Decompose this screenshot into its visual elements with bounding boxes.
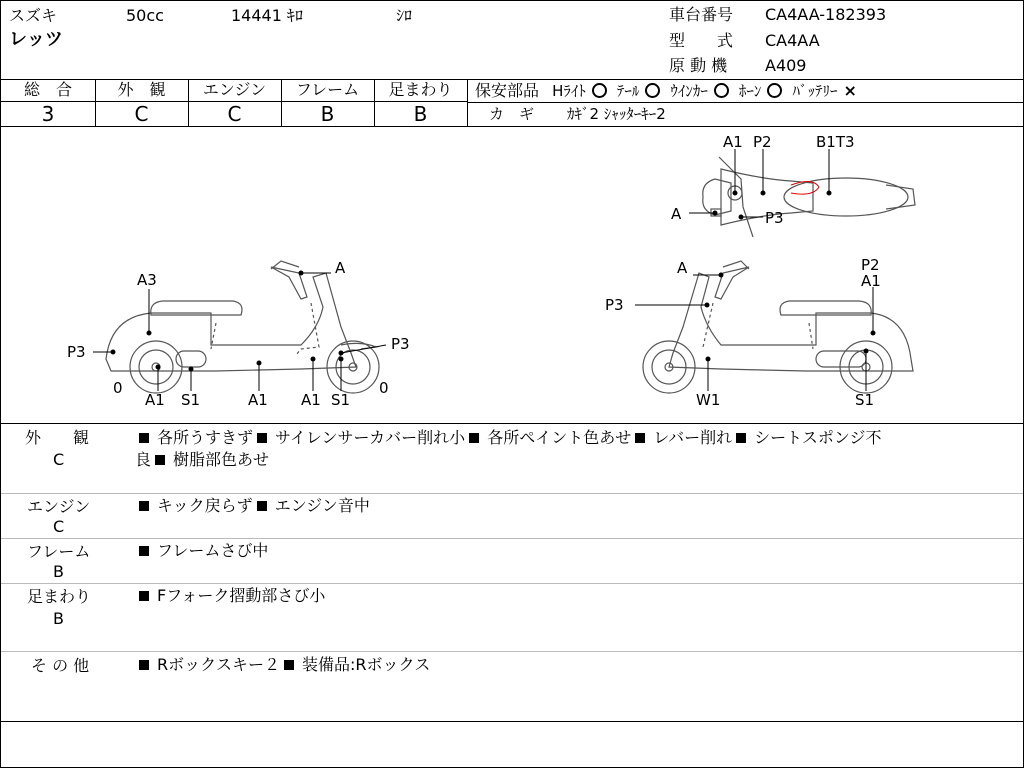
divider	[1, 538, 1023, 539]
diagram-label: P3	[765, 209, 784, 227]
divider	[467, 102, 1023, 103]
bullet-icon	[736, 433, 746, 443]
diagram-label: P2	[861, 256, 880, 274]
diagram-label: P3	[67, 343, 86, 361]
tail-label: ﾃｰﾙ	[616, 82, 640, 100]
keys-value: ｶｷﾞ2 ｼｬｯﾀｰｷｰ2	[567, 105, 666, 123]
engine-value: A409	[765, 56, 807, 75]
type-label: 型 式	[669, 31, 734, 50]
diagram-label: S1	[331, 391, 351, 409]
diagram-label: 0	[379, 379, 389, 397]
divider	[467, 79, 468, 126]
exterior-grade: C	[134, 102, 149, 126]
color: ｼﾛ	[396, 6, 413, 25]
notes-engine-text	[135, 495, 370, 517]
note-item: 良	[135, 450, 152, 469]
diagram-label: P3	[391, 335, 410, 353]
divider	[1, 721, 1023, 722]
ok-circle-icon	[767, 83, 782, 98]
note-item: 各所ペイント色あせ	[487, 428, 632, 447]
overall-label: 総 合	[23, 80, 72, 99]
notes-frame-text	[135, 540, 268, 562]
engine-grade: C	[227, 102, 242, 126]
type-value: CA4AA	[765, 31, 820, 50]
diagram-label: A	[671, 205, 682, 223]
vin-label: 車台番号	[669, 5, 734, 24]
bullet-icon	[257, 501, 267, 511]
divider	[1, 583, 1023, 584]
bullet-icon	[469, 433, 479, 443]
exterior-label: 外 観	[117, 80, 166, 99]
divider	[1, 423, 1023, 424]
notes-exterior-grade: C	[53, 450, 65, 469]
note-item: 樹脂部色あせ	[173, 450, 270, 469]
suspension-label: 足まわり	[388, 80, 453, 99]
bullet-icon	[284, 660, 294, 670]
diagram-label: W1	[696, 391, 721, 409]
diagram-label: A1	[248, 391, 268, 409]
key-label: カ ギ	[489, 105, 535, 123]
notes-engine-grade: C	[53, 517, 65, 536]
note-item: 各所うすきず	[157, 428, 254, 447]
diagram-label: A1	[861, 272, 881, 290]
divider	[1, 493, 1023, 494]
note-item: エンジン音中	[274, 496, 370, 515]
note-item: 装備品:Rボックス	[301, 655, 431, 674]
diagram-label: P3	[605, 296, 624, 314]
divider	[1, 651, 1023, 652]
bullet-icon	[635, 433, 645, 443]
notes-exterior-label: 外 観	[25, 428, 90, 447]
frame-label: フレーム	[295, 80, 360, 99]
overall-grade: 3	[41, 102, 55, 126]
bullet-icon	[257, 433, 267, 443]
note-item: Rボックスキー２	[157, 655, 280, 674]
notes-other-text	[135, 654, 430, 676]
engine-grade-label: エンジン	[202, 80, 267, 99]
note-item: シートスポンジ不	[754, 428, 882, 447]
diagram-label: A1	[301, 391, 321, 409]
vin-value: CA4AA-182393	[765, 5, 887, 24]
notes-suspension-grade: B	[53, 609, 64, 628]
bullet-icon	[139, 660, 149, 670]
bullet-icon	[139, 433, 149, 443]
notes-frame-label: フレーム	[27, 542, 91, 561]
mileage: 14441 ｷﾛ	[231, 6, 303, 25]
ok-circle-icon	[714, 83, 729, 98]
notes-exterior-text	[135, 427, 1021, 471]
damage-diagram	[1, 127, 1023, 423]
note-item: Fフォーク摺動部さび小	[157, 586, 326, 605]
diagram-label: S1	[181, 391, 201, 409]
note-item: サイレンサーカバー削れ小	[275, 428, 466, 447]
bullet-icon	[139, 501, 149, 511]
diagram-label: P2	[753, 133, 772, 151]
diagram-label: A1	[723, 133, 743, 151]
notes-frame-grade: B	[53, 562, 64, 581]
safety-parts	[475, 82, 857, 100]
winker-label: ｳｲﾝｶｰ	[670, 82, 708, 100]
bullet-icon	[155, 455, 165, 465]
notes-engine-label: エンジン	[27, 497, 91, 516]
battery-mark: ×	[843, 81, 857, 100]
notes-suspension-label: 足まわり	[27, 587, 92, 606]
diagram-label: S1	[855, 391, 875, 409]
maker: スズキ	[9, 6, 58, 25]
battery-label: ﾊﾞｯﾃﾘｰ	[792, 82, 838, 100]
ok-circle-icon	[645, 83, 660, 98]
diagram-label: B1T3	[816, 133, 855, 151]
note-item: フレームさび中	[157, 541, 269, 560]
engine-label: 原 動 機	[669, 56, 728, 75]
note-item: キック戻らず	[157, 496, 253, 515]
ok-circle-icon	[592, 83, 607, 98]
bullet-icon	[139, 591, 149, 601]
displacement: 50cc	[126, 6, 164, 25]
diagram-label: 0	[113, 379, 123, 397]
note-item: レバー削れ	[653, 428, 733, 447]
diagram-label: A	[335, 259, 346, 277]
model-name: レッツ	[9, 29, 63, 50]
horn-label: ﾎｰﾝ	[738, 82, 762, 100]
suspension-grade: B	[413, 102, 428, 126]
diagram-label: A3	[137, 271, 157, 289]
bullet-icon	[139, 546, 149, 556]
notes-other-label: そ の 他	[31, 656, 90, 675]
safety-label: 保安部品	[475, 81, 540, 100]
diagram-label: A1	[145, 391, 165, 409]
headlight-label: Hﾗｲﾄ	[552, 82, 586, 100]
notes-suspension-text	[135, 585, 325, 607]
frame-grade: B	[320, 102, 335, 126]
diagram-label: A	[677, 259, 688, 277]
